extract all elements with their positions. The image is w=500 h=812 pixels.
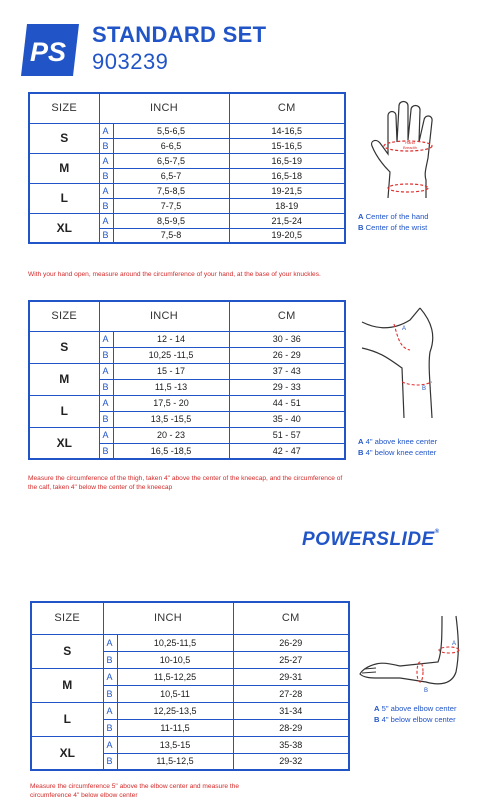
legend-item [374,703,457,714]
inch-value: 12 - 14 [113,331,229,347]
knee-illustration [358,302,462,420]
table-header-row [31,602,349,634]
size-cell: M [29,153,99,183]
legend-text: 4" below elbow center [381,715,456,724]
inch-value: 7,5-8,5 [113,183,229,198]
measure-key: A [99,427,113,443]
inch-value: 13,5 -15,5 [113,411,229,427]
logo-text: PS [29,37,67,67]
cm-value: 16,5-18 [229,168,345,183]
brand-registered-mark: ® [434,529,440,535]
inch-value: 8,5-9,5 [113,213,229,228]
measure-key: A [99,363,113,379]
size-cell: XL [29,427,99,459]
legend-hand [358,211,429,233]
inch-value: 6,5-7,5 [113,153,229,168]
measure-key: B [103,651,117,668]
cm-value: 16,5-19 [229,153,345,168]
inch-value: 10-10,5 [117,651,233,668]
measure-key: B [103,685,117,702]
product-title: STANDARD SET [92,22,267,47]
table-row [29,395,345,411]
measure-key: B [99,198,113,213]
measure-key: A [99,123,113,138]
inch-value: 20 - 23 [113,427,229,443]
legend-text: 4" above knee center [365,437,438,446]
legend-text: 5" above elbow center [381,704,457,713]
hand-label: Breadth [402,145,418,150]
inch-value: 6-6,5 [113,138,229,153]
measure-note-hand: With your hand open, measure around the circumference of your hand, at the base of your knuckles. [28,271,321,278]
size-cell: L [29,183,99,213]
legend-item [358,211,429,222]
cm-value: 37 - 43 [229,363,345,379]
legend-item [374,714,457,725]
measure-key: B [99,379,113,395]
cm-value: 35-38 [233,736,349,753]
size-cell: S [29,331,99,363]
legend-text: Center of the hand [365,212,429,221]
inch-value: 17,5 - 20 [113,395,229,411]
measure-key: B [99,443,113,459]
header-cm: CM [229,301,345,331]
inch-value: 7-7,5 [113,198,229,213]
measure-key: B [99,138,113,153]
cm-value: 28-29 [233,719,349,736]
legend-item [358,447,437,458]
table-row [29,331,345,347]
size-cell: S [31,634,103,668]
ps-logo [21,24,79,76]
header-cm: CM [233,602,349,634]
table-row [29,183,345,198]
measure-key: B [99,228,113,243]
knee-marker-b: B [422,386,427,392]
cm-value: 19-20,5 [229,228,345,243]
table-row [29,427,345,443]
hand-label: Hand [405,140,415,145]
header-inch: INCH [99,93,229,123]
cm-value: 30 - 36 [229,331,345,347]
measure-key: B [103,753,117,770]
measure-key: A [99,183,113,198]
header-inch: INCH [99,301,229,331]
inch-value: 11,5 -13 [113,379,229,395]
brand-name: POWERSLIDE [302,529,435,550]
brand-wordmark [302,529,440,551]
legend-key: A [374,704,380,713]
measure-key: B [103,719,117,736]
legend-item [358,222,429,233]
cm-value: 14-16,5 [229,123,345,138]
cm-value: 29 - 33 [229,379,345,395]
cm-value: 15-16,5 [229,138,345,153]
inch-value: 11,5-12,25 [117,668,233,685]
legend-knee [358,436,437,458]
cm-value: 18-19 [229,198,345,213]
size-cell: M [29,363,99,395]
table-row [29,123,345,138]
measure-key: A [103,668,117,685]
elbow-marker-b: B [424,688,429,694]
legend-key: A [358,212,364,221]
size-table-hand [28,92,346,244]
inch-value: 5,5-6,5 [113,123,229,138]
product-code: 903239 [92,49,169,74]
cm-value: 26 - 29 [229,347,345,363]
table-header-row [29,93,345,123]
inch-value: 10,25-11,5 [117,634,233,651]
size-cell: XL [29,213,99,243]
measure-key: A [99,395,113,411]
cm-value: 21,5-24 [229,213,345,228]
table-row [31,702,349,719]
table-row [29,153,345,168]
cm-value: 19-21,5 [229,183,345,198]
inch-value: 6,5-7 [113,168,229,183]
header-size: SIZE [31,602,103,634]
inch-value: 13,5-15 [117,736,233,753]
legend-text: Center of the wrist [365,223,428,232]
hand-illustration [366,98,458,206]
measure-key: A [99,331,113,347]
size-cell: M [31,668,103,702]
cm-value: 31-34 [233,702,349,719]
inch-value: 12,25-13,5 [117,702,233,719]
header-inch: INCH [103,602,233,634]
header-cm: CM [229,93,345,123]
inch-value: 15 - 17 [113,363,229,379]
measure-key: B [99,347,113,363]
legend-item [358,436,437,447]
inch-value: 11-11,5 [117,719,233,736]
table-row [29,363,345,379]
cm-value: 27-28 [233,685,349,702]
measure-key: A [103,736,117,753]
size-cell: S [29,123,99,153]
inch-value: 7,5-8 [113,228,229,243]
cm-value: 51 - 57 [229,427,345,443]
inch-value: 10,5-11 [117,685,233,702]
table-row [31,736,349,753]
table-row [31,634,349,651]
size-table-knee [28,300,346,460]
measure-note-elbow: Measure the circumference 5" above the elbow center and measure the circumference 4" below elbow center [30,783,240,799]
legend-elbow [374,703,457,725]
measure-key: A [103,634,117,651]
cm-value: 29-32 [233,753,349,770]
legend-text: 4" below knee center [365,448,437,457]
measure-key: B [99,168,113,183]
measure-note-knee: Measure the circumference of the thigh, taken 4" above the center of the kneecap, and the circumference of the calf, taken 4" below the center of the kneecap [28,475,343,491]
measure-key: A [99,213,113,228]
header-size: SIZE [29,301,99,331]
legend-key: A [358,437,364,446]
legend-key: B [358,448,364,457]
size-cell: L [31,702,103,736]
legend-key: B [374,715,380,724]
header-size: SIZE [29,93,99,123]
table-header-row [29,301,345,331]
table-row [29,213,345,228]
cm-value: 26-29 [233,634,349,651]
legend-key: B [358,223,364,232]
size-table-elbow [30,601,350,771]
measure-key: A [99,153,113,168]
arm-illustration [356,612,468,706]
inch-value: 10,25 -11,5 [113,347,229,363]
cm-value: 44 - 51 [229,395,345,411]
cm-value: 25-27 [233,651,349,668]
size-cell: XL [31,736,103,770]
measure-key: A [103,702,117,719]
inch-value: 11,5-12,5 [117,753,233,770]
cm-value: 35 - 40 [229,411,345,427]
cm-value: 29-31 [233,668,349,685]
elbow-marker-a: A [452,641,457,647]
knee-marker-a: A [402,326,407,332]
size-cell: L [29,395,99,427]
cm-value: 42 - 47 [229,443,345,459]
table-row [31,668,349,685]
measure-key: B [99,411,113,427]
inch-value: 16,5 -18,5 [113,443,229,459]
